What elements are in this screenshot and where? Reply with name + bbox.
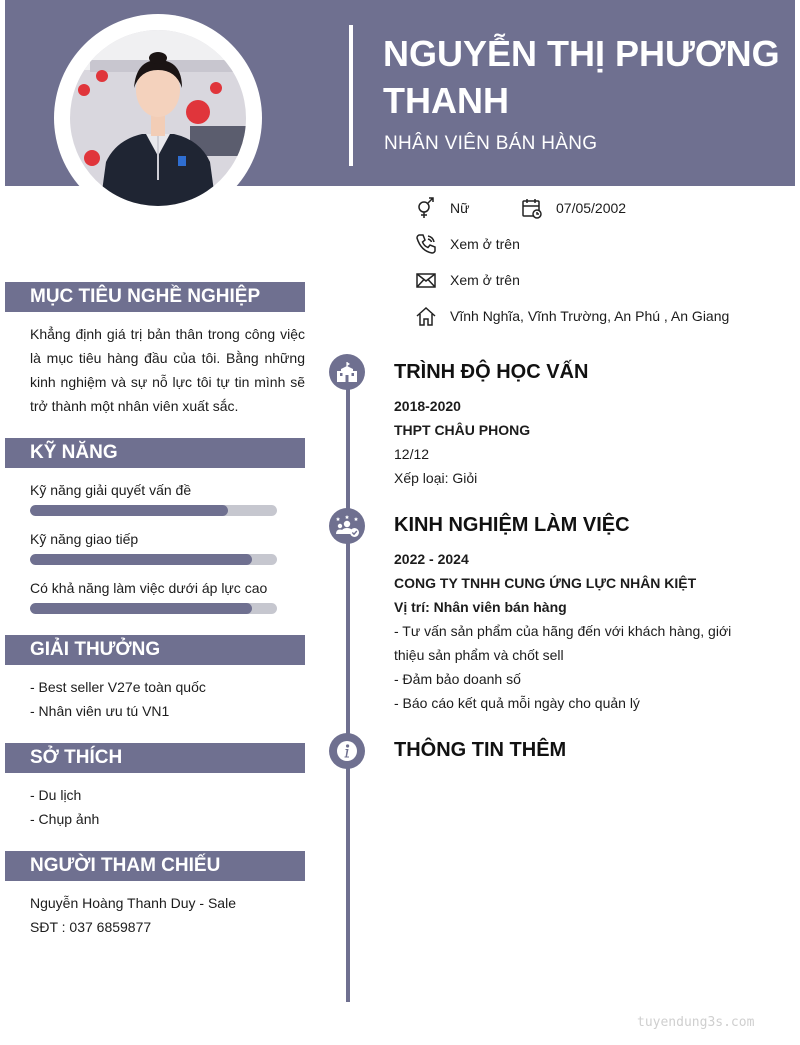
experience-duty: - Đảm bảo doanh số [394, 671, 521, 687]
experience-heading: KINH NGHIỆM LÀM VIỆC [394, 514, 630, 536]
gender-icon [414, 196, 438, 220]
timeline-line [346, 360, 350, 1002]
contact-phone [414, 232, 520, 256]
address-value: Vĩnh Nghĩa, Vĩnh Trường, An Phú , An Giang [450, 308, 730, 324]
skill-label: Kỹ năng giao tiếp [30, 531, 139, 547]
education-school: THPT CHÂU PHONG [394, 422, 531, 438]
email-value: Xem ở trên [450, 272, 520, 288]
experience-duty: - Báo cáo kết quả mỗi ngày cho quản lý [394, 695, 640, 711]
skill-bar [30, 505, 277, 516]
contact-email [414, 268, 520, 292]
references-heading: NGƯỜI THAM CHIẾU [5, 851, 305, 881]
contact-address [414, 304, 729, 328]
profile-photo [70, 30, 246, 206]
education-ranking: Xếp loại: Giỏi [394, 470, 478, 486]
education-heading: TRÌNH ĐỘ HỌC VẤN [394, 361, 589, 383]
reference-item: Nguyễn Hoàng Thanh Duy - Sale [30, 895, 236, 911]
calendar-icon [520, 196, 544, 220]
skill-label: Kỹ năng giải quyết vấn đề [30, 482, 192, 498]
team-icon [329, 508, 365, 544]
email-icon [414, 268, 438, 292]
experience-period: 2022 - 2024 [394, 551, 469, 567]
skill-bar [30, 554, 277, 565]
info-icon [329, 733, 365, 769]
skill-bar-fill [30, 603, 252, 614]
education-period: 2018-2020 [394, 398, 461, 414]
contact-gender [414, 196, 469, 220]
candidate-name: NGUYỄN THỊ PHƯƠNG THANH [383, 33, 780, 121]
award-item: - Best seller V27e toàn quốc [30, 679, 206, 695]
objective-text: Khẳng định giá trị bản thân trong công việc là mục tiêu hàng đầu của tôi. Bằng những kinh nghiệm và sự nỗ lực tôi tự tin mình sẽ trở thành một nhân viên xuất sắc. [30, 326, 305, 414]
education-grade: 12/12 [394, 446, 430, 462]
school-icon [329, 354, 365, 390]
home-icon [414, 304, 438, 328]
experience-position: Vị trí: Nhân viên bán hàng [394, 599, 567, 615]
reference-item: SĐT : 037 6859877 [30, 919, 152, 935]
gender-value: Nữ [450, 200, 470, 216]
award-item: - Nhân viên ưu tú VN1 [30, 703, 170, 719]
phone-icon [414, 232, 438, 256]
hobby-item: - Chụp ảnh [30, 811, 100, 827]
skills-heading: KỸ NĂNG [5, 438, 305, 468]
hobby-item: - Du lịch [30, 787, 82, 803]
hobbies-heading: SỞ THÍCH [5, 743, 305, 773]
objective-heading: MỤC TIÊU NGHỀ NGHIỆP [5, 282, 305, 312]
profile-photo-frame [54, 14, 262, 222]
experience-duty: - Tư vấn sản phẩm của hãng đến với khách hàng, giới thiệu sản phẩm và chốt sell [394, 623, 732, 663]
job-title: NHÂN VIÊN BÁN HÀNG [384, 133, 598, 154]
experience-company: CONG TY TNHH CUNG ỨNG LỰC NHÂN KIỆT [394, 575, 697, 591]
watermark: tuyendung3s.com [637, 1015, 755, 1030]
skill-bar [30, 603, 277, 614]
skill-bar-fill [30, 554, 252, 565]
birthdate-value: 07/05/2002 [556, 200, 627, 216]
extra-info-heading: THÔNG TIN THÊM [394, 739, 567, 761]
phone-value: Xem ở trên [450, 236, 520, 252]
header-divider [349, 25, 353, 166]
skill-label: Có khả năng làm việc dưới áp lực cao [30, 580, 268, 596]
skill-bar-fill [30, 505, 228, 516]
contact-birthdate [520, 196, 626, 220]
awards-heading: GIẢI THƯỞNG [5, 635, 305, 665]
